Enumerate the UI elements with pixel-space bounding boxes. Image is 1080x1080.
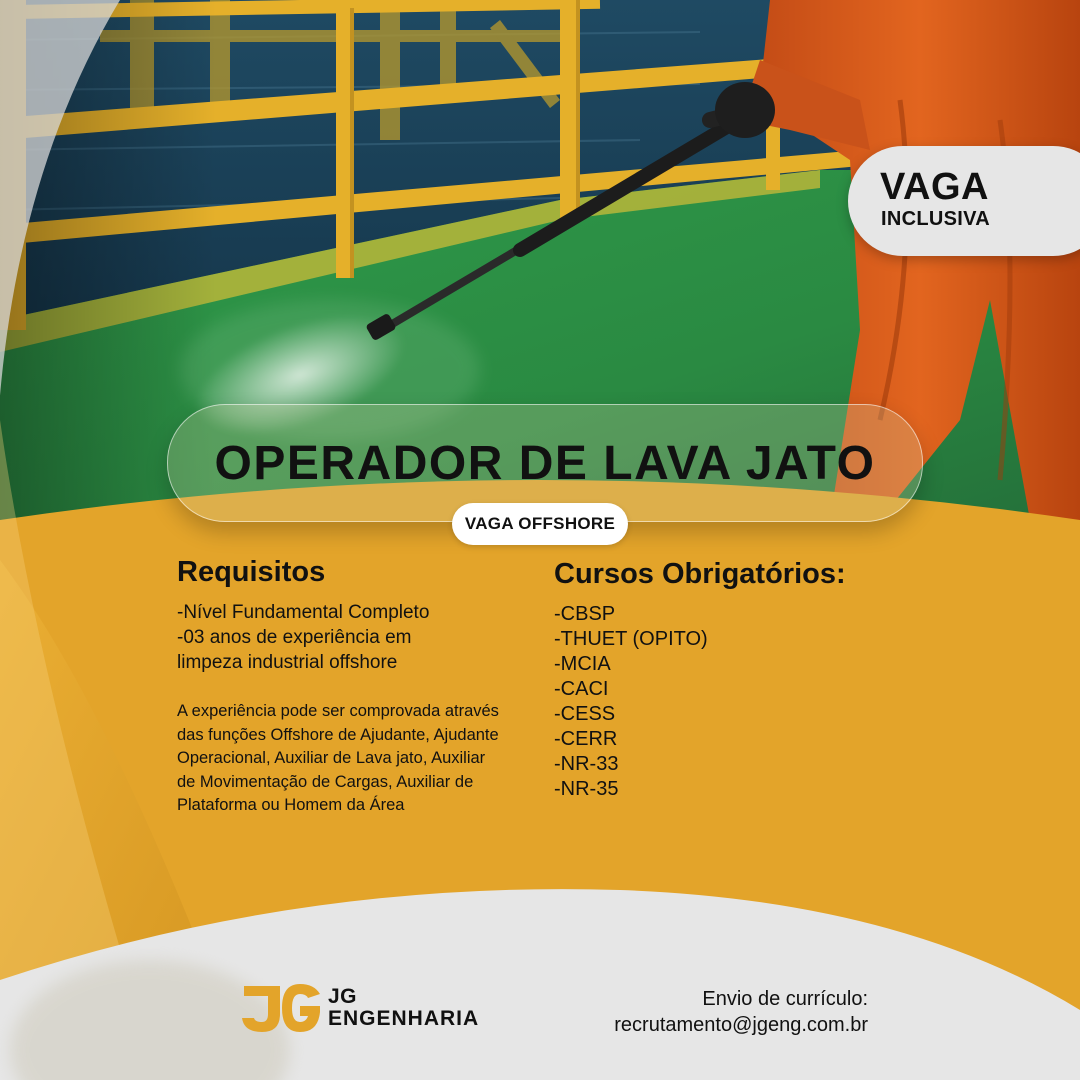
contact-email[interactable]: recrutamento@jgeng.com.br	[614, 1014, 868, 1036]
requirements-list	[177, 600, 517, 675]
inclusive-job-badge	[848, 146, 1080, 256]
course-item: -NR-35	[554, 778, 619, 800]
course-item: -MCIA	[554, 653, 611, 675]
courses-list	[554, 602, 874, 802]
courses-heading: Cursos Obrigatórios:	[554, 558, 846, 590]
course-item: -CACI	[554, 678, 609, 700]
course-item: -CESS	[554, 703, 616, 725]
experience-note: A experiência pode ser comprovada através das funções Offshore de Ajudante, Ajudante Operacional, Auxiliar de Lava jato, Auxiliar de Movimentação de Cargas, Auxiliar de Plataforma ou Homem da Área	[177, 702, 499, 814]
offshore-tag-label: VAGA OFFSHORE	[464, 514, 616, 533]
requirements-section	[177, 554, 517, 818]
offshore-tag	[452, 503, 628, 545]
company-name-line-2: ENGENHARIA	[328, 1007, 480, 1030]
courses-section	[554, 558, 874, 802]
requirements-heading: Requisitos	[177, 556, 326, 588]
course-item: -THUET (OPITO)	[554, 628, 708, 650]
jg-monogram-logo-icon	[238, 980, 322, 1036]
company-name-line-1: JG	[328, 985, 358, 1008]
requirement-item: -Nível Fundamental Completo	[177, 602, 430, 623]
requirement-item: -03 anos de experiência em	[177, 627, 412, 648]
company-logo	[238, 980, 498, 1036]
course-item: -NR-33	[554, 753, 619, 775]
badge-line-2: INCLUSIVA	[881, 208, 990, 230]
badge-line-1: VAGA	[880, 166, 989, 208]
contact-info	[614, 986, 868, 1038]
course-item: -CBSP	[554, 603, 616, 625]
contact-label: Envio de currículo:	[702, 988, 868, 1010]
company-name	[328, 986, 479, 1030]
job-title: OPERADOR DE LAVA JATO	[214, 436, 876, 490]
requirement-item: limpeza industrial offshore	[177, 652, 398, 673]
course-item: -CERR	[554, 728, 618, 750]
